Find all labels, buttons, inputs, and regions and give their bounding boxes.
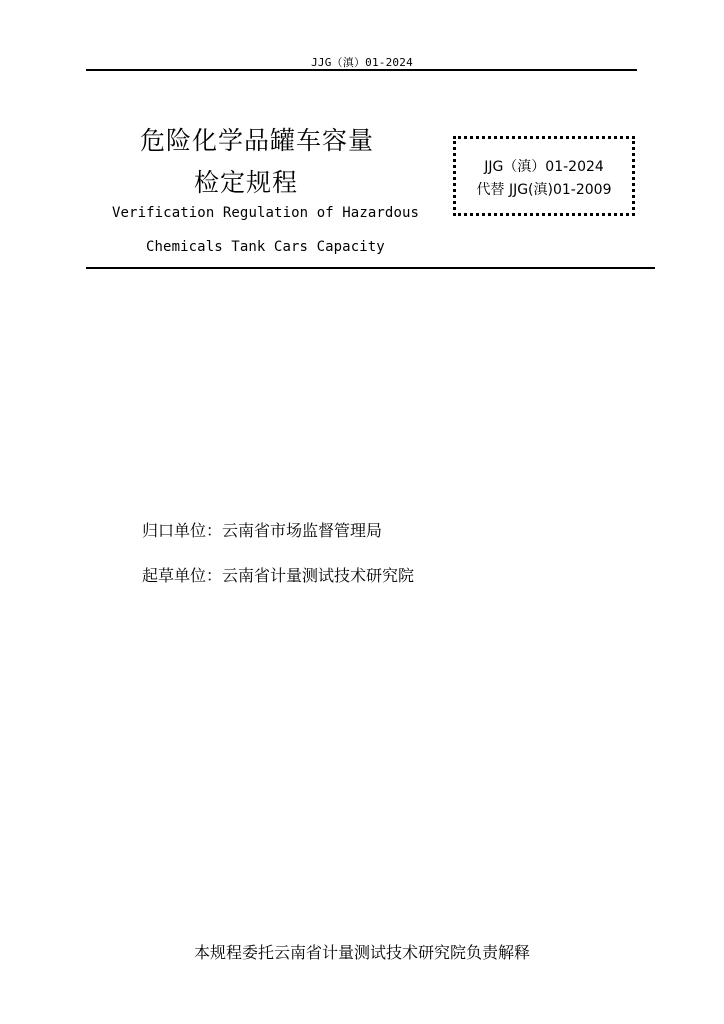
title-english-line-2: Chemicals Tank Cars Capacity <box>146 239 385 255</box>
current-standard-code: JJG（滇）01-2024 <box>484 159 604 175</box>
drafting-unit: 起草单位：云南省计量测试技术研究院 <box>142 566 415 585</box>
title-english-line-1: Verification Regulation of Hazardous <box>112 205 420 221</box>
title-chinese-line-2: 检定规程 <box>194 168 299 197</box>
header-divider <box>86 69 637 71</box>
standard-code-box <box>453 136 635 216</box>
interpretation-note: 本规程委托云南省计量测试技术研究院负责解释 <box>193 943 530 962</box>
replaced-standard-code: 代替 JJG(滇)01-2009 <box>476 182 612 198</box>
title-divider <box>86 267 655 269</box>
responsible-unit: 归口单位：云南省市场监督管理局 <box>142 521 383 540</box>
header-code: JJG（滇）01-2024 <box>311 56 413 69</box>
title-chinese-line-1: 危险化学品罐车容量 <box>140 126 375 155</box>
